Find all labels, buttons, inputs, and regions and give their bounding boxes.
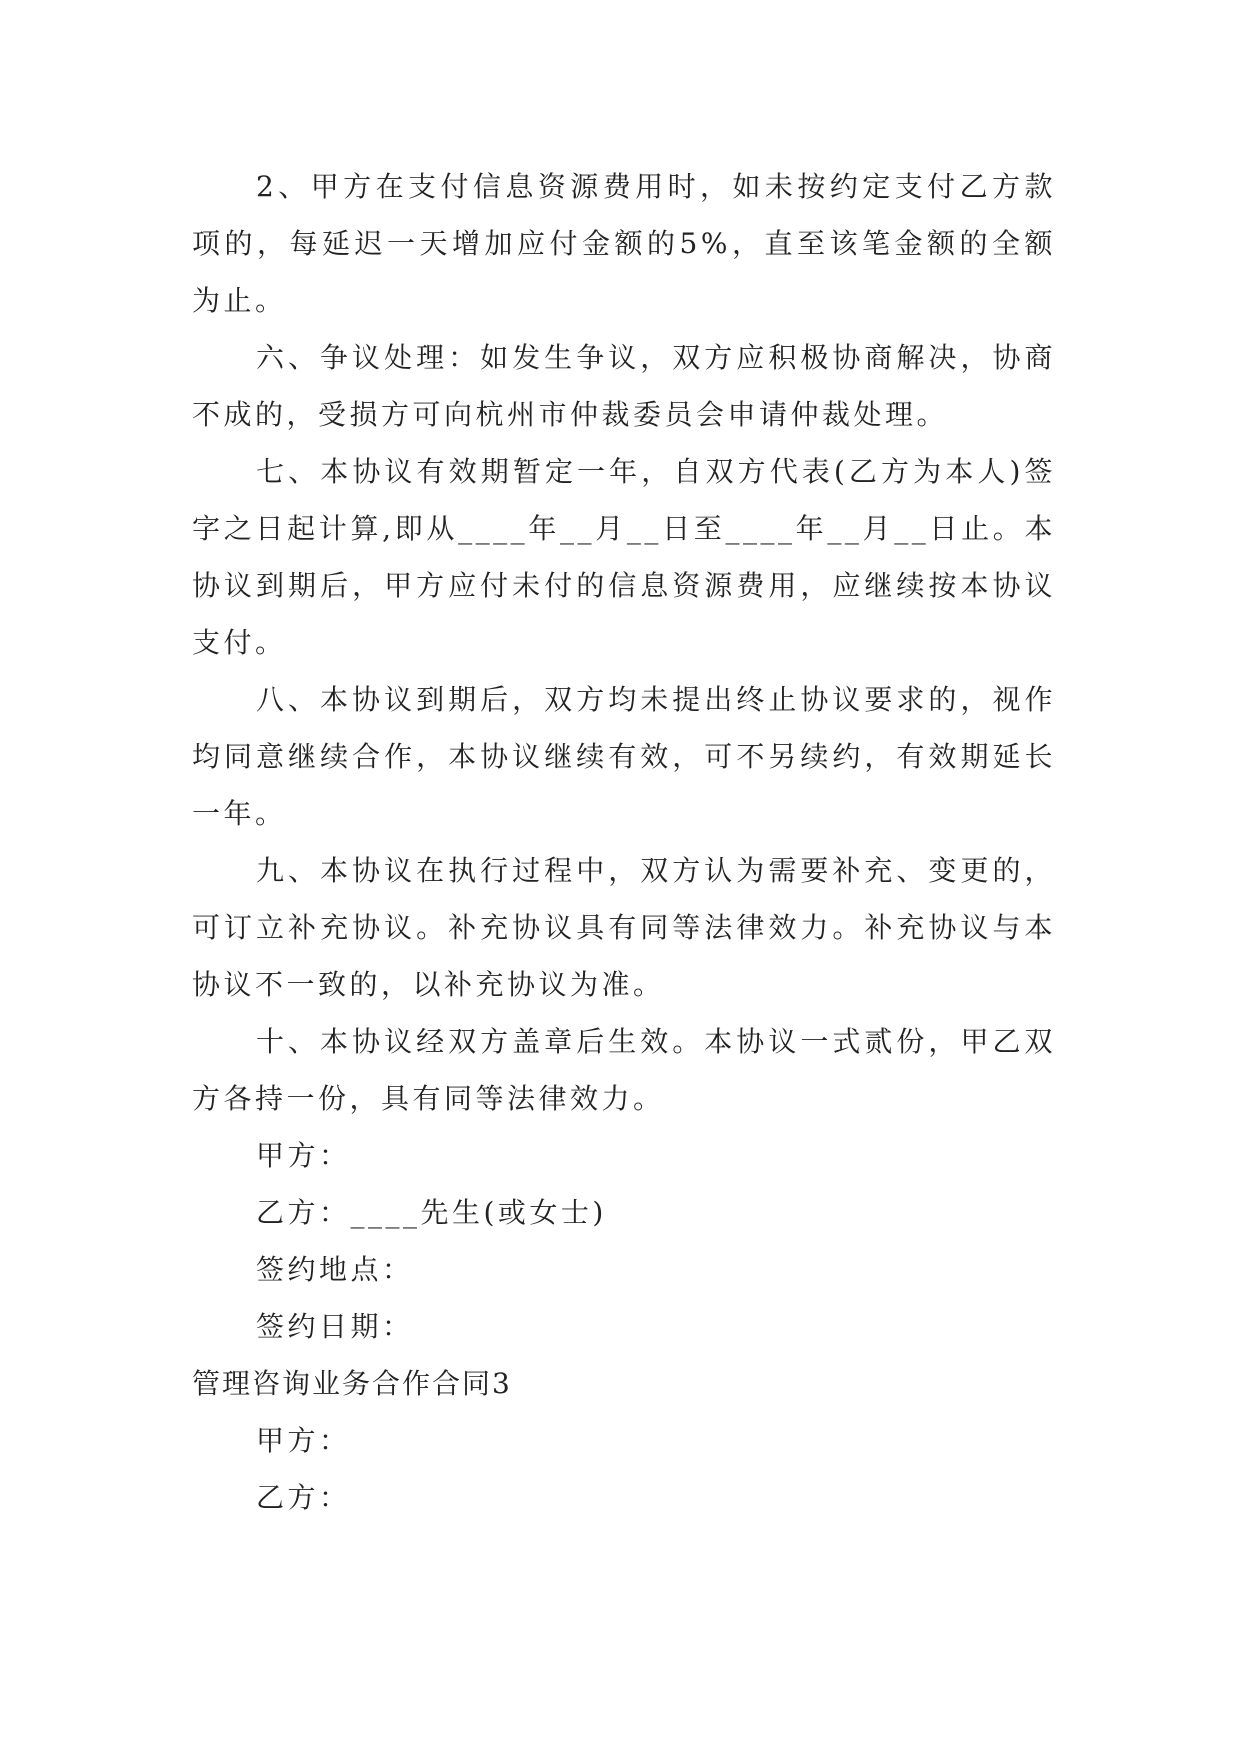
document-body <box>192 158 1056 1526</box>
paragraph-dispute: 六、争议处理：如发生争议，双方应积极协商解决，协商不成的，受损方可向杭州市仲裁委员会申请仲裁处理。 <box>192 341 1056 431</box>
paragraph-validity-period: 七、本协议有效期暂定一年，自双方代表(乙方为本人)签字之日起计算,即从____年__月__日至____年__月__日止。本协议到期后，甲方应付未付的信息资源费用，应继续按本协议支付。 <box>192 455 1056 659</box>
party-a-label: 甲方： <box>256 1424 351 1457</box>
party-a-signature: 甲方： <box>256 1139 351 1172</box>
signing-date: 签约日期： <box>256 1310 414 1343</box>
party-b-label: 乙方： <box>256 1481 351 1514</box>
paragraph-effectiveness: 十、本协议经双方盖章后生效。本协议一式贰份，甲乙双方各持一份，具有同等法律效力。 <box>192 1025 1056 1115</box>
paragraph-late-payment: 2、甲方在支付信息资源费用时，如未按约定支付乙方款项的，每延迟一天增加应付金额的5%，直至该笔金额的全额为止。 <box>192 170 1056 317</box>
paragraph-supplement: 九、本协议在执行过程中，双方认为需要补充、变更的，可订立补充协议。补充协议具有同等法律效力。补充协议与本协议不一致的，以补充协议为准。 <box>192 854 1056 1001</box>
party-b-signature: 乙方：____先生(或女士) <box>256 1196 607 1229</box>
contract-heading: 管理咨询业务合作合同3 <box>192 1367 512 1400</box>
signing-location: 签约地点： <box>256 1253 414 1286</box>
paragraph-renewal: 八、本协议到期后，双方均未提出终止协议要求的，视作均同意继续合作，本协议继续有效，可不另续约，有效期延长一年。 <box>192 683 1056 830</box>
